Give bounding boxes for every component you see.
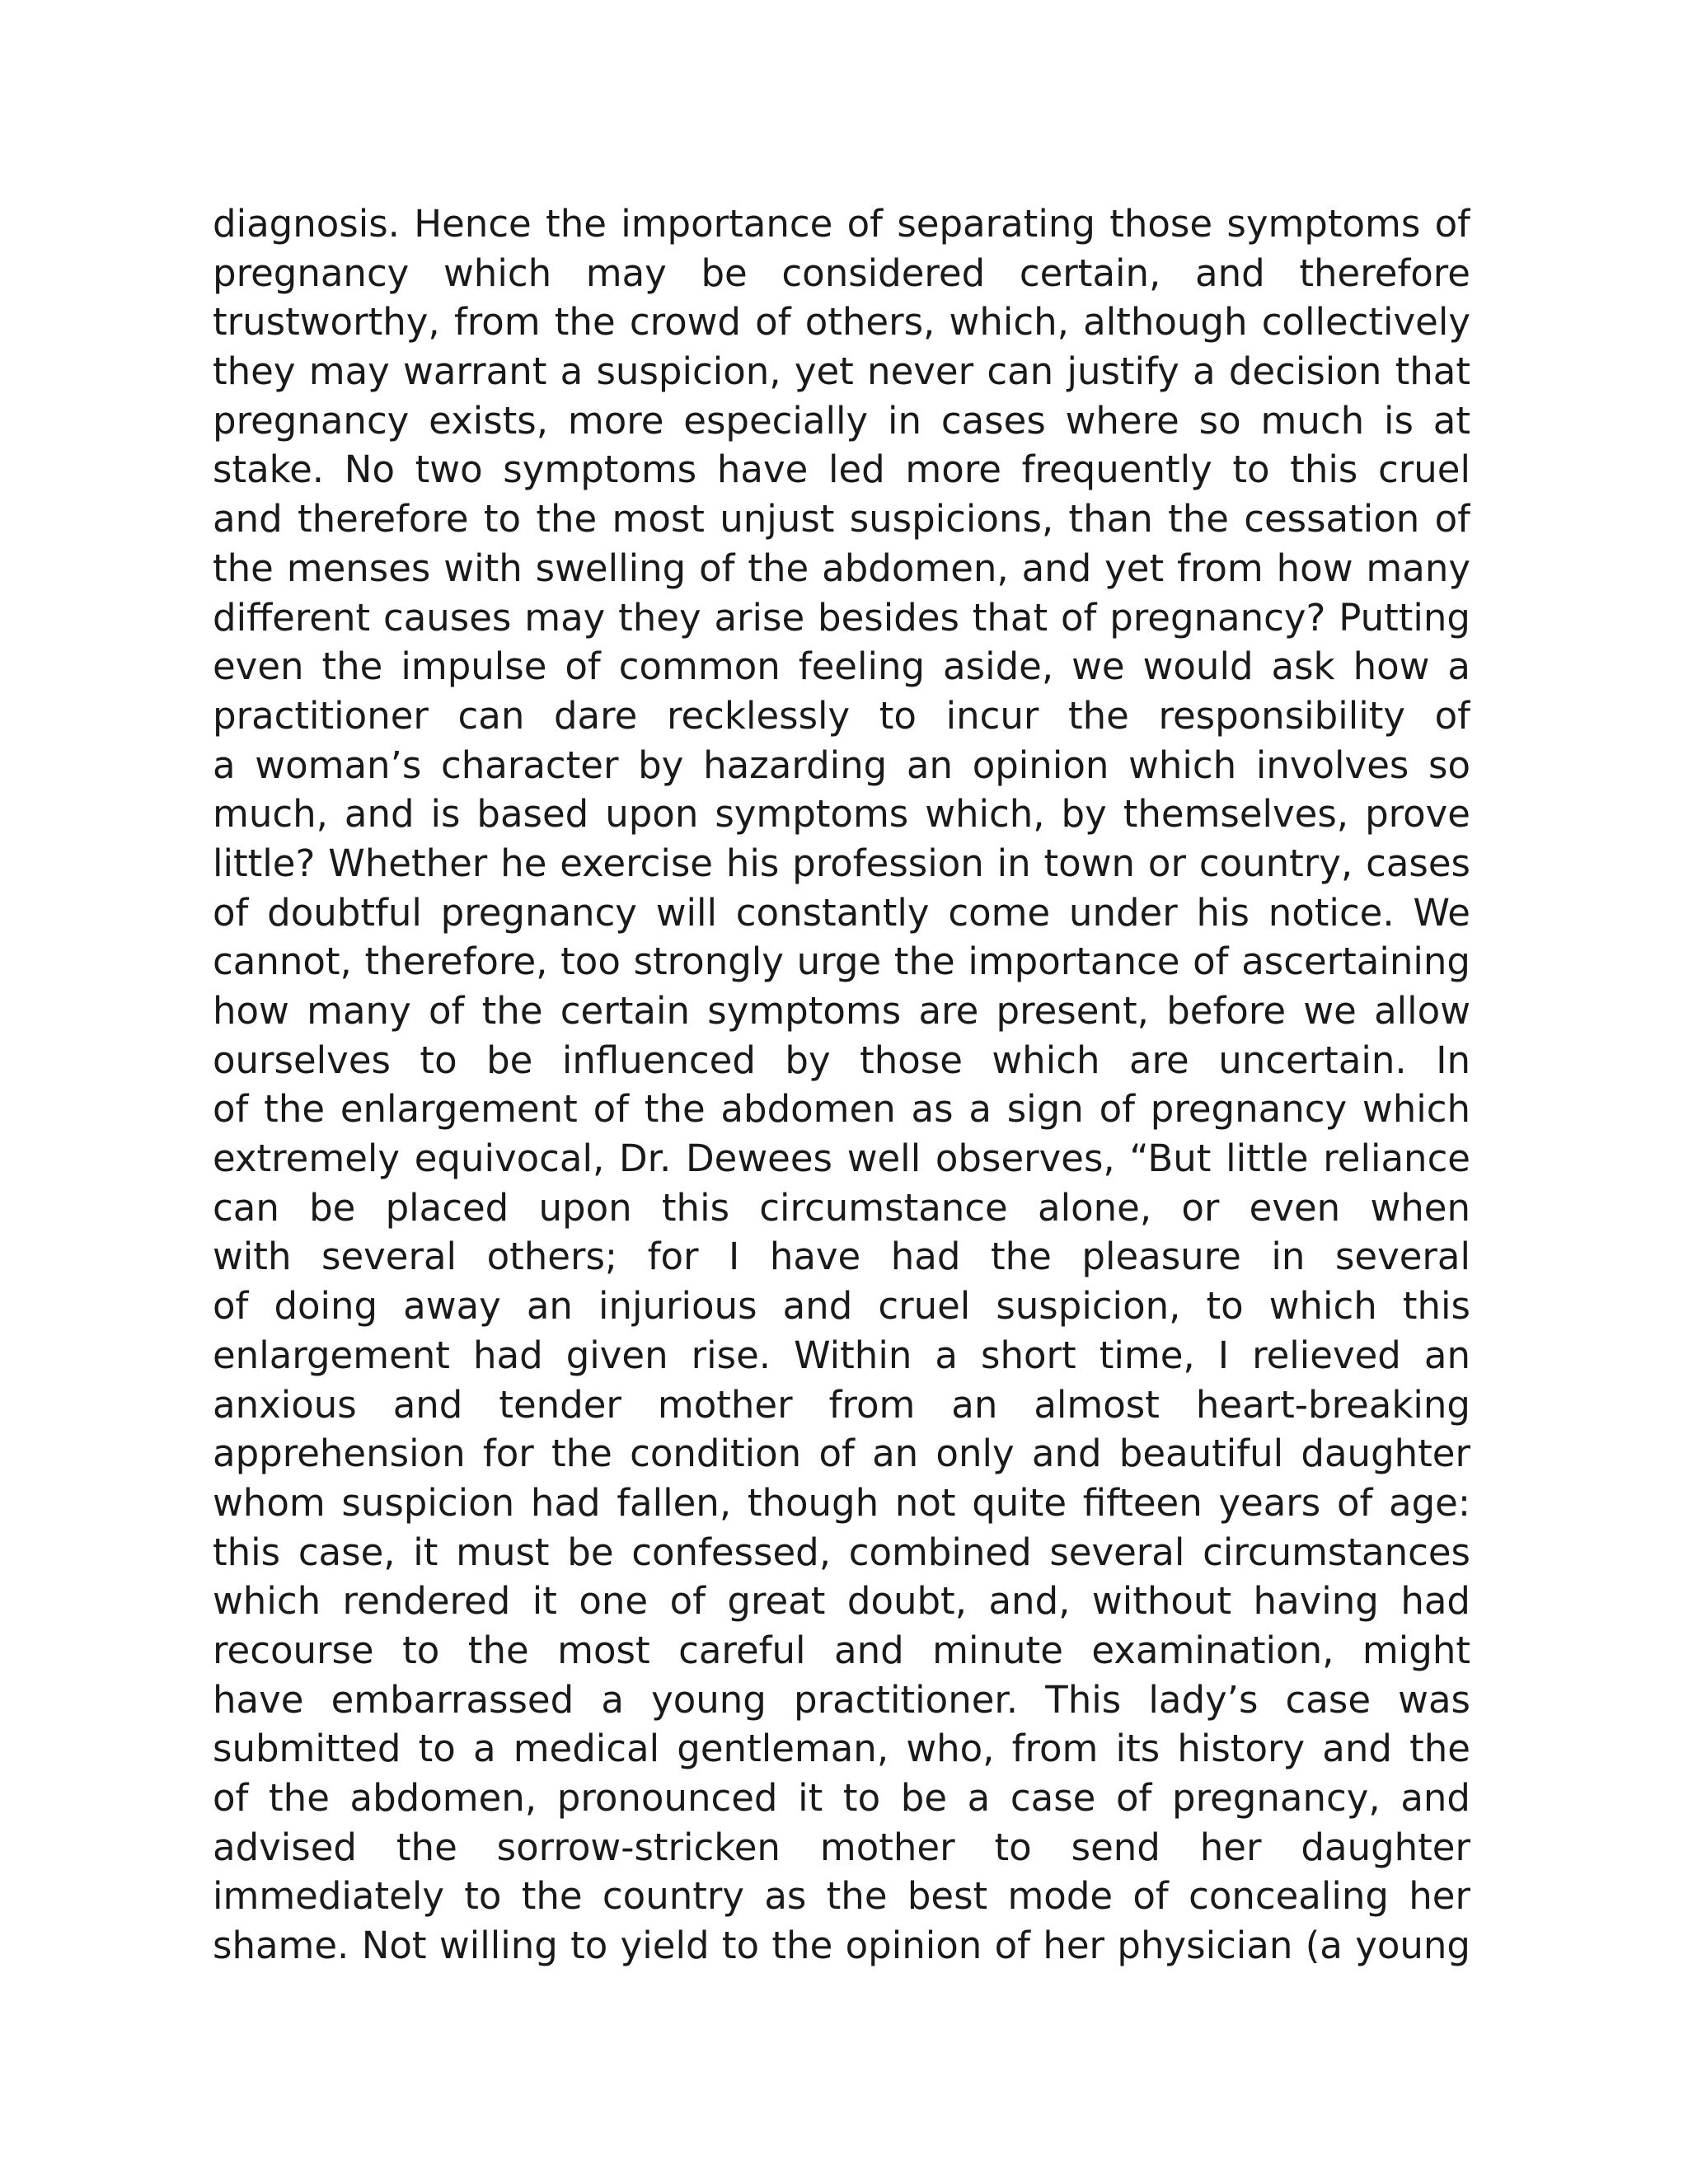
text-line: advised the sorrow-stricken mother to send her daughter [213, 1825, 1470, 1869]
text-line: different causes may they arise besides that of pregnancy? Putting [213, 595, 1470, 640]
body-text [213, 199, 1470, 1971]
text-line: cannot, therefore, too strongly urge the importance of ascertaining [213, 940, 1470, 984]
text-line: the menses with swelling of the abdomen, and yet from how many [213, 546, 1470, 590]
text-line: anxious and tender mother from an almost heart-breaking [213, 1382, 1470, 1427]
text-line: which rendered it one of great doubt, and, without having had [213, 1579, 1470, 1624]
text-line: recourse to the most careful and minute examination, might [213, 1628, 1470, 1672]
text-line: of the abdomen, pronounced it to be a case of pregnancy, and [213, 1776, 1470, 1820]
text-line: apprehension for the condition of an only and beautiful daughter [213, 1432, 1470, 1476]
text-line: submitted to a medical gentleman, who, from its history and the [213, 1727, 1470, 1771]
text-line: ourselves to be influenced by those which are uncertain. In [213, 1038, 1470, 1082]
text-line: of the enlargement of the abdomen as a sign of pregnancy which [213, 1087, 1470, 1132]
text-line: can be placed upon this circumstance alone, or even when [213, 1185, 1470, 1230]
text-line: stake. No two symptoms have led more frequently to this cruel [213, 448, 1470, 492]
text-line: practitioner can dare recklessly to incur the responsibility of [213, 693, 1470, 738]
text-line: they may warrant a suspicion, yet never can justify a decision that [213, 349, 1470, 394]
text-line: with several others; for I have had the pleasure in several [213, 1235, 1470, 1279]
text-line: immediately to the country as the best mode of concealing her [213, 1874, 1470, 1919]
text-line: of doing away an injurious and cruel suspicion, to which this [213, 1284, 1470, 1329]
text-line: pregnancy which may be considered certain, and therefore [213, 251, 1470, 295]
text-line: this case, it must be confessed, combined several circumstances [213, 1530, 1470, 1574]
text-line: shame. Not willing to yield to the opinion of her physician (a young [213, 1924, 1470, 1968]
text-line: whom suspicion had fallen, though not quite fifteen years of age: [213, 1480, 1470, 1525]
text-line: a woman’s character by hazarding an opinion which involves so [213, 743, 1470, 787]
text-line: and therefore to the most unjust suspicions, than the cessation of [213, 497, 1470, 541]
text-line: trustworthy, from the crowd of others, which, although collectively [213, 300, 1470, 344]
text-line: extremely equivocal, Dr. Dewees well observes, “But little reliance [213, 1137, 1470, 1181]
text-line: diagnosis. Hence the importance of separating those symptoms of [213, 202, 1470, 246]
text-line: enlargement had given rise. Within a short time, I relieved an [213, 1333, 1470, 1377]
text-line: have embarrassed a young practitioner. This lady’s case was [213, 1677, 1470, 1722]
text-line: pregnancy exists, more especially in cases where so much is at [213, 398, 1470, 443]
text-line: much, and is based upon symptoms which, by themselves, prove [213, 792, 1470, 837]
text-line: even the impulse of common feeling aside, we would ask how a [213, 644, 1470, 689]
text-line: how many of the certain symptoms are present, before we allow [213, 989, 1470, 1033]
text-line: little? Whether he exercise his profession in town or country, cases [213, 841, 1470, 885]
text-line: of doubtful pregnancy will constantly come under his notice. We [213, 890, 1470, 935]
